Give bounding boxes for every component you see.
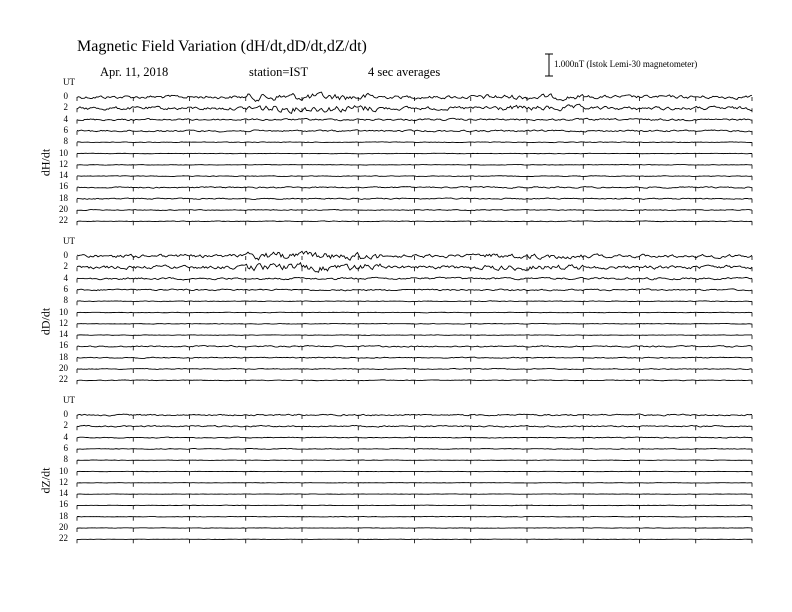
- chart-title: Magnetic Field Variation (dH/dt,dD/dt,dZ/dt): [77, 38, 367, 55]
- trace-line: [77, 460, 752, 461]
- ut-axis-label: UT: [63, 77, 75, 87]
- panel-ylabel: dH/dt: [38, 148, 53, 177]
- hour-label: 12: [59, 317, 68, 328]
- trace-line: [77, 528, 752, 529]
- hour-label: 6: [63, 442, 68, 453]
- trace-line: [77, 221, 752, 222]
- hour-label: 16: [59, 181, 68, 192]
- trace-line: [77, 516, 752, 517]
- trace-line: [77, 346, 752, 348]
- trace-line: [77, 153, 752, 154]
- hour-label: 0: [63, 91, 68, 101]
- panel-ylabel: dZ/dt: [38, 467, 53, 494]
- hour-label: 16: [59, 340, 68, 351]
- hour-label: 14: [59, 170, 68, 181]
- averaging-label: 4 sec averages: [368, 65, 441, 79]
- hour-label: 20: [59, 522, 68, 532]
- hour-label: 22: [59, 374, 68, 385]
- hour-label: 20: [59, 363, 68, 373]
- trace-line: [77, 335, 752, 336]
- hour-label: 22: [59, 215, 68, 226]
- hour-label: 2: [63, 420, 68, 431]
- trace-line: [77, 301, 752, 302]
- trace-line: [77, 142, 752, 143]
- hour-label: 12: [59, 158, 68, 169]
- station-label: station=IST: [249, 65, 309, 79]
- trace-line: [77, 176, 752, 177]
- hour-label: 2: [63, 261, 68, 272]
- hour-label: 6: [63, 283, 68, 294]
- hour-label: 22: [59, 533, 68, 544]
- hour-label: 14: [59, 329, 68, 340]
- trace-line: [77, 448, 752, 449]
- hour-label: 18: [59, 192, 68, 203]
- panel-ylabel: dD/dt: [38, 307, 53, 336]
- trace-line: [77, 164, 752, 165]
- hour-label: 16: [59, 499, 68, 510]
- trace-line: [77, 505, 752, 506]
- trace-line: [77, 118, 752, 121]
- hour-label: 10: [59, 147, 68, 158]
- hour-label: 4: [63, 272, 68, 283]
- hour-label: 14: [59, 488, 68, 499]
- hour-label: 4: [63, 431, 68, 442]
- hour-label: 10: [59, 306, 68, 317]
- hour-label: 0: [63, 409, 68, 419]
- ut-axis-label: UT: [63, 236, 75, 246]
- ut-axis-label: UT: [63, 395, 75, 405]
- hour-label: 20: [59, 204, 68, 214]
- hour-label: 6: [63, 124, 68, 135]
- date-label: Apr. 11, 2018: [100, 65, 169, 79]
- scale-bar-label: 1.000nT (Istok Lemi-30 magnetometer): [554, 59, 698, 69]
- hour-label: 10: [59, 465, 68, 476]
- hour-label: 18: [59, 351, 68, 362]
- hour-label: 2: [63, 102, 68, 113]
- hour-label: 8: [63, 295, 68, 306]
- hour-label: 18: [59, 510, 68, 521]
- hour-label: 12: [59, 476, 68, 487]
- hour-label: 8: [63, 454, 68, 465]
- hour-label: 8: [63, 136, 68, 147]
- hour-label: 0: [63, 250, 68, 260]
- hour-label: 4: [63, 113, 68, 124]
- trace-line: [77, 323, 752, 324]
